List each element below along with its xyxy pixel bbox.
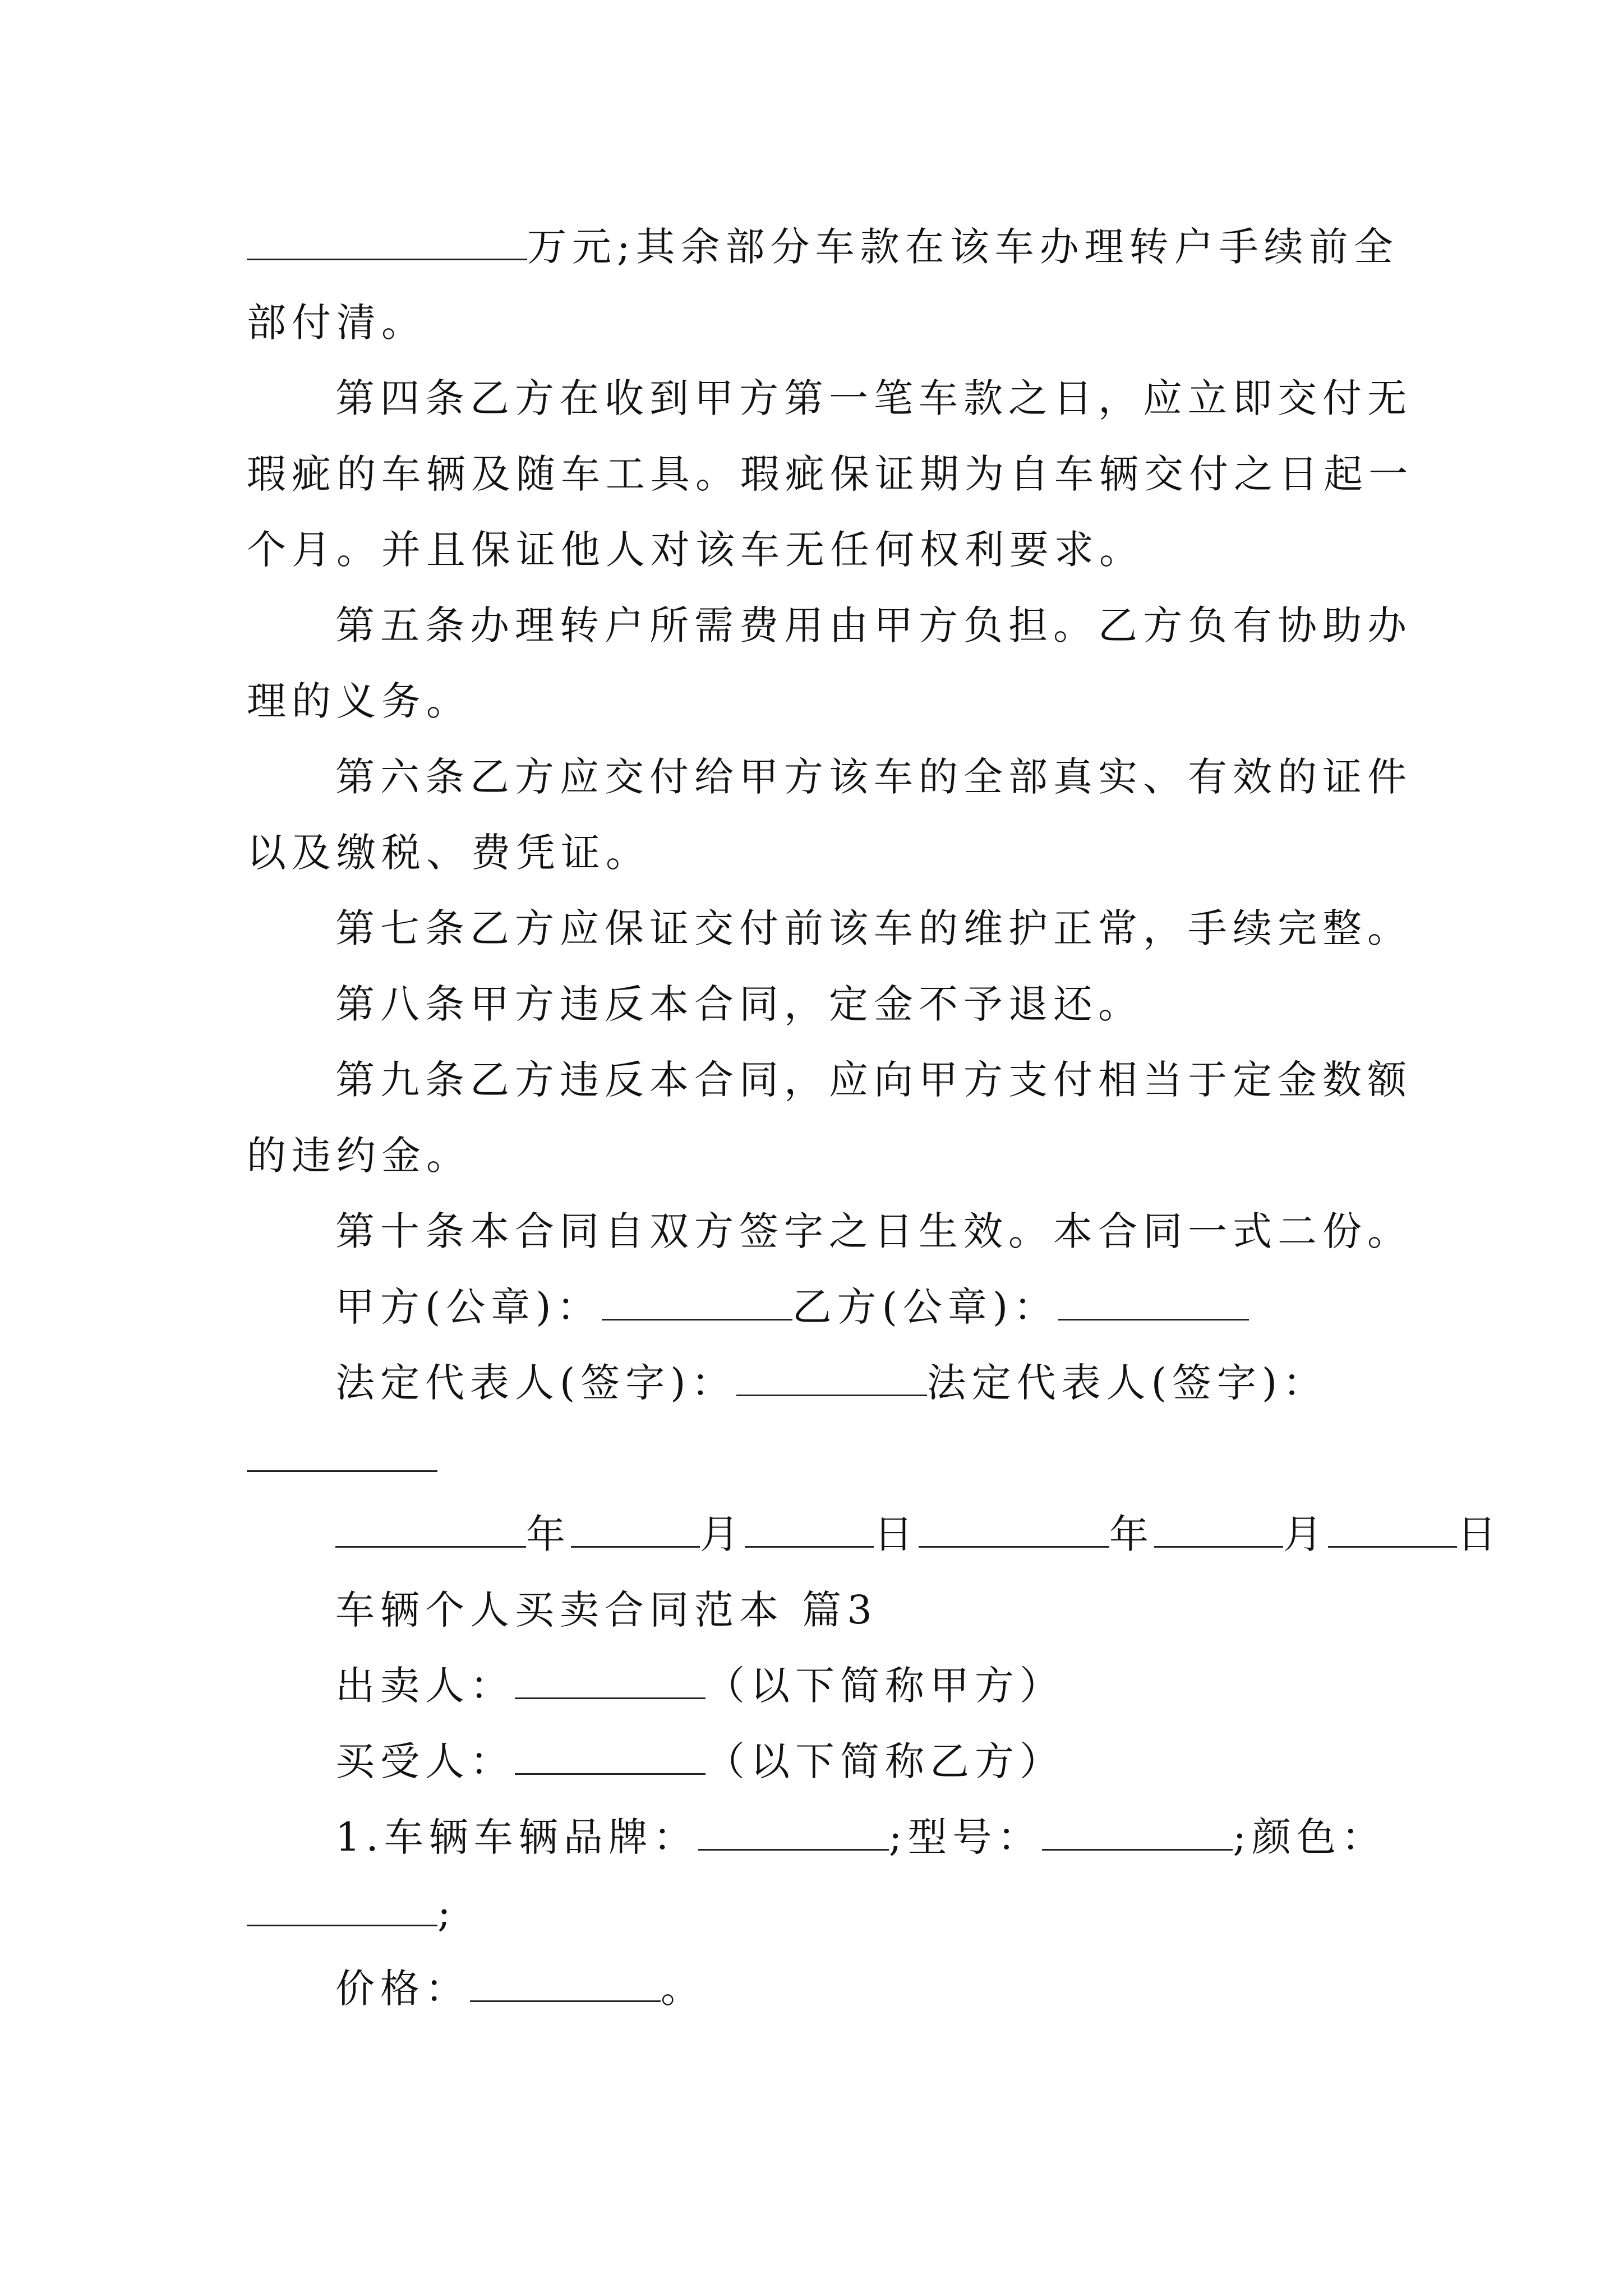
blank-field: [698, 1815, 889, 1851]
text-line: [335, 903, 1412, 954]
semicolon: ;: [437, 1890, 457, 1936]
text-line: [335, 1055, 1412, 1105]
blank-field: [745, 1512, 874, 1548]
blank-field: [470, 1967, 661, 2002]
line-text: 第九条乙方违反本合同，应向甲方支付相当于定金数额: [335, 1057, 1412, 1103]
line-text: 第十条本合同自双方签字之日生效。本合同一式二份。: [335, 1208, 1412, 1254]
text-line: [247, 297, 426, 348]
blank-field: [736, 1361, 927, 1396]
blank-field: [571, 1512, 700, 1548]
line-text: 瑕疵的车辆及随车工具。瑕疵保证期为自车辆交付之日起一: [247, 451, 1413, 497]
buyer-note: （以下简称乙方）: [706, 1738, 1064, 1784]
seller-label: 出卖人：: [335, 1663, 515, 1709]
seller-note: （以下简称甲方）: [706, 1663, 1064, 1709]
year-label: 年: [526, 1511, 571, 1557]
blank-field: [602, 1285, 792, 1320]
brand-label: 1.车辆车辆品牌：: [335, 1814, 698, 1860]
blank-field: [515, 1740, 706, 1775]
blank-field: [1328, 1512, 1457, 1548]
blank-field: [1042, 1815, 1233, 1851]
blank-field: [247, 1437, 437, 1472]
period: 。: [661, 1966, 706, 2012]
blank-field: [515, 1664, 706, 1699]
line-text: 第四条乙方在收到甲方第一笔车款之日，应立即交付无: [335, 375, 1412, 421]
day-label: 日: [1457, 1511, 1502, 1557]
blank-field: [1154, 1512, 1283, 1548]
seal-line: [335, 1282, 1249, 1332]
buyer-label: 买受人：: [335, 1738, 515, 1784]
vehicle-info-line: [335, 1812, 1386, 1862]
text-line: [247, 1130, 471, 1181]
day-label: 日: [874, 1511, 919, 1557]
line-text: 第八条甲方违反本合同，定金不予退还。: [335, 981, 1143, 1027]
line-text: 第五条办理转户所需费用由甲方负担。乙方负有协助办: [335, 602, 1412, 648]
month-label: 月: [1283, 1511, 1328, 1557]
line-text: 以及缴税、费凭证。: [247, 830, 651, 876]
buyer-line: [335, 1736, 1064, 1787]
blank-field: [1058, 1285, 1249, 1320]
text-line: [247, 676, 471, 726]
rep-a-label: 法定代表人(签字)：: [335, 1360, 736, 1406]
text-line: [335, 1206, 1412, 1257]
color-label: ;颜色：: [1233, 1814, 1386, 1860]
blank-field: [919, 1512, 1109, 1548]
party-b-seal-label: 乙方(公章)：: [792, 1284, 1059, 1330]
text-line: [335, 373, 1412, 424]
line-text: 的违约金。: [247, 1133, 471, 1179]
section-heading: [335, 1585, 878, 1635]
rep-b-label: 法定代表人(签字)：: [926, 1360, 1328, 1406]
line-text: 理的义务。: [247, 678, 471, 724]
line-text: 第六条乙方应交付给甲方该车的全部真实、有效的证件: [335, 754, 1412, 800]
vehicle-info-line-continued: [247, 1888, 457, 1938]
text-line: [247, 827, 651, 878]
price-line: [335, 1963, 706, 2014]
blank-field: [335, 1512, 526, 1548]
text-line: [247, 524, 1144, 575]
price-label: 价格：: [335, 1966, 470, 2012]
representative-line: [335, 1358, 1327, 1408]
text-line: [247, 449, 1413, 499]
line-text: 第七条乙方应保证交付前该车的维护正常，手续完整。: [335, 905, 1412, 951]
line-text: 部付清。: [247, 300, 426, 346]
year-label: 年: [1109, 1511, 1154, 1557]
text-line: [335, 979, 1143, 1029]
section-title: 车辆个人买卖合同范本 篇3: [335, 1587, 878, 1633]
party-a-seal-label: 甲方(公章)：: [335, 1284, 602, 1330]
seller-line: [335, 1660, 1064, 1711]
text-line: [335, 600, 1412, 651]
blank-field: [247, 225, 527, 260]
blank-field: [247, 1891, 437, 1926]
text-line: [247, 222, 1399, 272]
line-text: 个月。并且保证他人对该车无任何权利要求。: [247, 527, 1144, 573]
text-line: [335, 752, 1412, 802]
model-label: ;型号：: [888, 1814, 1043, 1860]
date-line: [335, 1509, 1502, 1559]
representative-line-continued: [247, 1433, 437, 1484]
month-label: 月: [700, 1511, 745, 1557]
line-text: 万元;其余部分车款在该车办理转户手续前全: [527, 224, 1399, 270]
